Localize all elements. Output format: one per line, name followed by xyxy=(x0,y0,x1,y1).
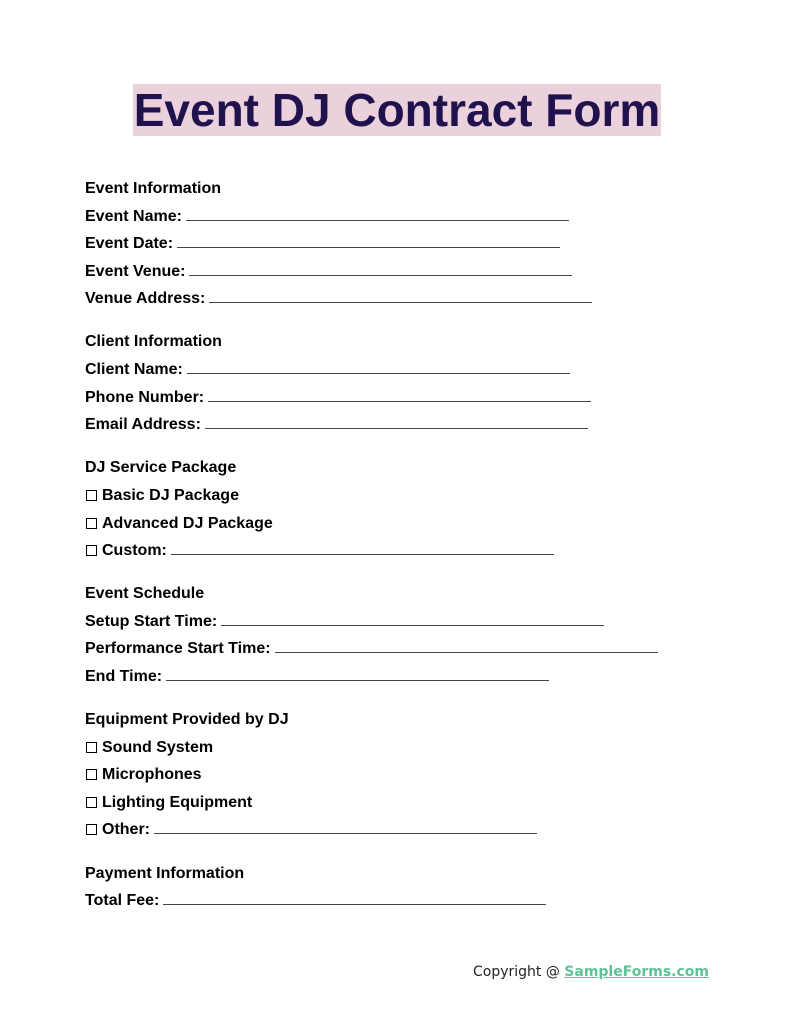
field-setup-start-time xyxy=(85,608,725,636)
field-email-address xyxy=(85,411,725,439)
field-lighting-equipment xyxy=(85,789,725,817)
checkbox-icon[interactable] xyxy=(86,769,97,780)
field-label: Total Fee: xyxy=(85,892,160,910)
blank-line-input[interactable] xyxy=(189,260,572,276)
sampleforms-link[interactable]: SampleForms.com xyxy=(564,964,709,980)
field-performance-start-time xyxy=(85,635,725,663)
page-title: Event DJ Contract Form xyxy=(133,84,661,136)
section-equipment-provided-by-dj xyxy=(85,706,725,844)
field-label: Setup Start Time: xyxy=(85,612,218,630)
field-end-time xyxy=(85,663,725,691)
field-label: Client Name: xyxy=(85,361,183,379)
section-dj-service-package xyxy=(85,454,725,564)
field-label: Event Date: xyxy=(85,235,174,253)
field-total-fee xyxy=(85,887,725,915)
section-heading: Client Information xyxy=(85,333,222,351)
section-heading: Event Schedule xyxy=(85,585,205,603)
field-phone-number xyxy=(85,384,725,412)
field-label: Venue Address: xyxy=(85,290,206,308)
field-custom xyxy=(85,537,725,565)
field-venue-address xyxy=(85,285,725,313)
section-client-information xyxy=(85,328,725,438)
blank-line-input[interactable] xyxy=(166,665,549,681)
section-event-schedule xyxy=(85,580,725,690)
section-payment-information xyxy=(85,860,725,915)
checkbox-icon[interactable] xyxy=(86,518,97,529)
field-label: Event Name: xyxy=(85,207,182,225)
blank-line-input[interactable] xyxy=(208,386,591,402)
footer xyxy=(473,964,709,980)
blank-line-input[interactable] xyxy=(154,818,537,834)
field-label: Advanced DJ Package xyxy=(102,514,273,532)
blank-line-input[interactable] xyxy=(171,539,554,555)
field-label: Phone Number: xyxy=(85,388,205,406)
field-label: Performance Start Time: xyxy=(85,640,271,658)
section-heading: Equipment Provided by DJ xyxy=(85,711,289,729)
blank-line-input[interactable] xyxy=(186,205,569,221)
field-sound-system xyxy=(85,734,725,762)
blank-line-input[interactable] xyxy=(187,358,570,374)
blank-line-input[interactable] xyxy=(205,413,588,429)
checkbox-icon[interactable] xyxy=(86,545,97,556)
field-microphones xyxy=(85,761,725,789)
field-label: Other: xyxy=(102,821,150,839)
checkbox-icon[interactable] xyxy=(86,824,97,835)
checkbox-icon[interactable] xyxy=(86,490,97,501)
field-label: Basic DJ Package xyxy=(102,486,239,504)
field-label: Email Address: xyxy=(85,416,201,434)
field-label: Lighting Equipment xyxy=(102,793,253,811)
field-label: Microphones xyxy=(102,766,202,784)
field-label: Custom: xyxy=(102,542,167,560)
field-label: End Time: xyxy=(85,668,163,685)
copyright-text: Copyright @ xyxy=(472,964,565,980)
field-client-name xyxy=(85,356,725,384)
section-heading: DJ Service Package xyxy=(85,459,237,477)
field-basic-dj-package xyxy=(85,482,725,510)
form-body xyxy=(85,175,725,930)
field-label: Sound System xyxy=(102,738,214,756)
blank-line-input[interactable] xyxy=(209,287,592,303)
field-event-name xyxy=(85,203,725,231)
blank-line-input[interactable] xyxy=(177,232,560,248)
blank-line-input[interactable] xyxy=(275,637,658,653)
checkbox-icon[interactable] xyxy=(86,797,97,808)
checkbox-icon[interactable] xyxy=(86,742,97,753)
section-heading: Event Information xyxy=(85,180,222,197)
field-other xyxy=(85,816,725,844)
section-heading: Payment Information xyxy=(85,864,245,882)
field-event-date xyxy=(85,230,725,258)
blank-line-input[interactable] xyxy=(221,610,604,626)
blank-line-input[interactable] xyxy=(163,889,546,905)
title-container xyxy=(0,84,791,136)
field-event-venue xyxy=(85,258,725,286)
field-advanced-dj-package xyxy=(85,510,725,538)
section-event-information xyxy=(85,175,725,313)
field-label: Event Venue: xyxy=(85,262,186,280)
